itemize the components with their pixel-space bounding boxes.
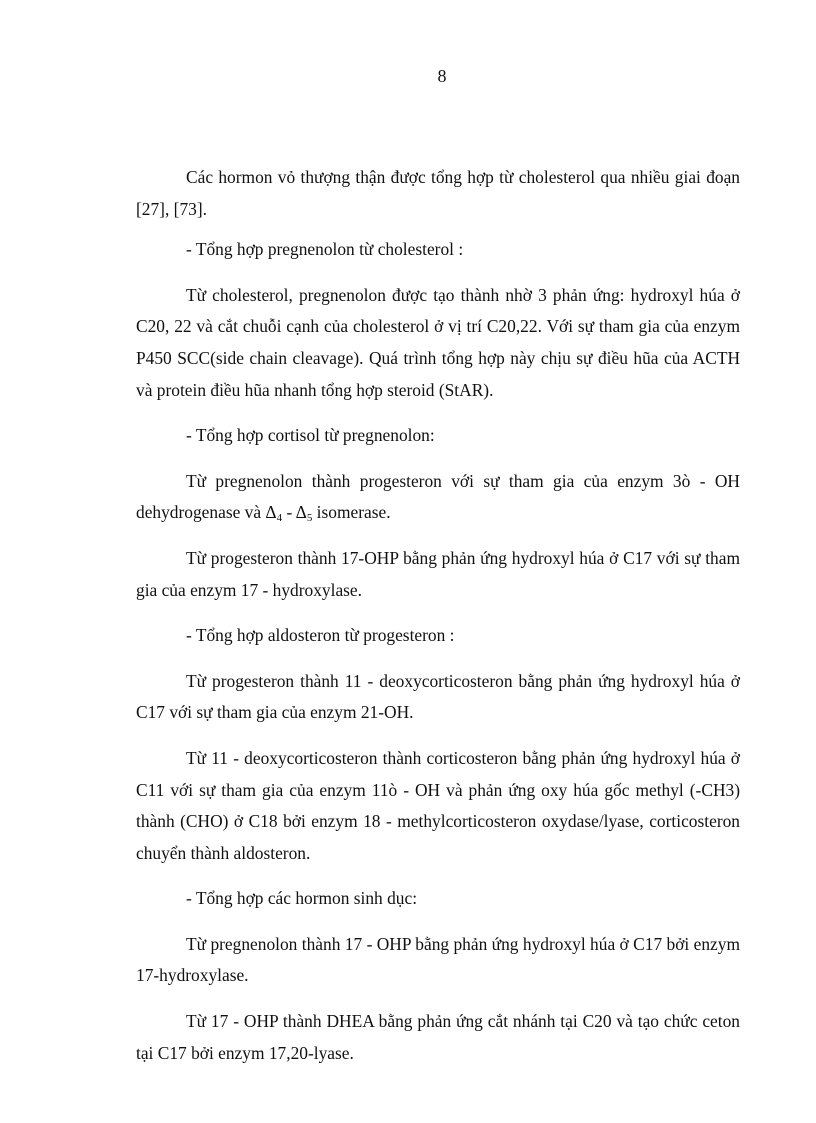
paragraph-progesteron-text: Từ pregnenolon thành progesteron với sự tham gia của enzym 3ò - OH dehydrogenase và [136,470,740,523]
delta-subscript: 4 [276,512,283,525]
paragraph-intro: Các hormon vỏ thượng thận được tổng hợp từ cholesterol qua nhiều giai đoạn [27], [73]. [136,167,740,219]
paragraph-17-ohp: Từ progesteron thành 17-OHP bằng phản ứng hydroxyl húa ở C17 với sự tham gia của enzym 17 - hydroxylase. [136,547,740,600]
heading-sex-hormone-synthesis: - Tổng hợp các hormon sinh dục: [186,888,418,909]
paragraph-progesteron [136,466,740,529]
page-number: 8 [437,66,447,86]
paragraph-corticosteron: Từ 11 - deoxycorticosteron thành corticosteron bằng phản ứng hydroxyl húa ở C11 với sự tham gia của enzym 11ò - OH và phản ứng oxy húa gốc methyl (-CH3) thành (CHO) ở C18 bởi enzym 18 - methylcorticosteron oxydase/lyase, corticosteron chuyển thành aldosteron. [136,747,740,863]
paragraph-dhea: Từ 17 - OHP thành DHEA bằng phản ứng cắt nhánh tại C20 và tạo chức ceton tại C17 bởi enzym 17,20-lyase. [136,1011,740,1063]
paragraph-deoxycorticosteron: Từ progesteron thành 11 - deoxycorticosteron bằng phản ứng hydroxyl húa ở C17 với sự tham gia của enzym 21-OH. [136,670,740,723]
heading-aldosteron-synthesis: - Tổng hợp aldosteron từ progesteron : [186,625,455,646]
paragraph-pregnenolon: Từ cholesterol, pregnenolon được tạo thành nhờ 3 phản ứng: hydroxyl húa ở C20, 22 và cắt chuỗi cạnh của cholesterol ở vị trí C20,22. Với sự tham gia của enzym P450 SCC(side chain cleavage). Quá trình tổng hợp này chịu sự điều hũa của ACTH và protein điều hũa nhanh tổng hợp steroid (StAR). [136,284,740,400]
paragraph-17-hydroxylase: Từ pregnenolon thành 17 - OHP bằng phản ứng hydroxyl húa ở C17 bởi enzym 17-hydroxylase. [136,933,740,986]
heading-cortisol-synthesis: - Tổng hợp cortisol từ pregnenolon: [186,425,435,446]
delta-symbol: Δ [295,502,307,523]
delta-separator: - [282,502,296,523]
heading-pregnenolon-synthesis: - Tổng hợp pregnenolon từ cholesterol : [186,239,464,260]
isomerase-text: isomerase. [312,502,391,523]
delta-subscript: 5 [306,512,313,525]
delta-symbol: Δ [265,502,277,523]
document-body [136,162,740,1083]
